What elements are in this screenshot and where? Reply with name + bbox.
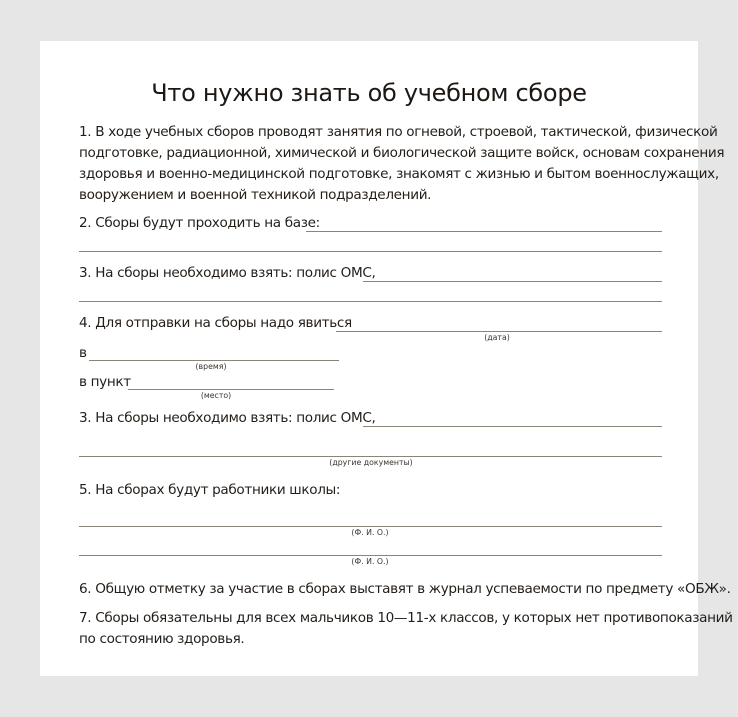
item-1-line: подготовке, радиационной, химической и биологической защите войск, основам сохранения [79, 145, 725, 161]
item-3-label: 3. На сборы необходимо взять: полис ОМС, [79, 265, 376, 281]
item-4-label: 4. Для отправки на сборы надо явиться [79, 315, 352, 331]
item-6-text: 6. Общую отметку за участие в сборах выставят в журнал успеваемости по предмету «ОБЖ». [79, 581, 731, 597]
place-prefix: в пункт [79, 374, 131, 390]
item-5-label: 5. На сборах будут работники школы: [79, 482, 341, 498]
other-documents-line-1[interactable] [363, 426, 662, 427]
form-page [40, 41, 733, 676]
base-field-line-1[interactable] [306, 231, 662, 232]
staff-name-line-2[interactable] [79, 555, 662, 556]
item-7-line: по состоянию здоровья. [79, 631, 245, 647]
time-field-line[interactable] [89, 360, 339, 361]
time-prefix: в [79, 345, 87, 361]
documents-field-line-2[interactable] [79, 301, 662, 302]
staff-name-line-1[interactable] [79, 526, 662, 527]
base-field-line-2[interactable] [79, 251, 662, 252]
date-field-line[interactable] [336, 331, 662, 332]
other-documents-caption: (другие документы) [329, 458, 413, 467]
item-3-repeat-label: 3. На сборы необходимо взять: полис ОМС, [79, 410, 376, 426]
other-documents-line-2[interactable] [79, 456, 662, 457]
staff-name-caption: (Ф. И. О.) [351, 557, 389, 566]
item-1-line: 1. В ходе учебных сборов проводят занятия по огневой, строевой, тактической, физической [79, 124, 718, 140]
item-1-line: вооружением и военной техникой подразделений. [79, 187, 432, 203]
place-field-line[interactable] [128, 389, 334, 390]
date-caption: (дата) [484, 333, 510, 342]
documents-field-line-1[interactable] [363, 281, 662, 282]
page-title: Что нужно знать об учебном сборе [151, 79, 587, 107]
time-caption: (время) [195, 362, 227, 371]
item-1-line: здоровья и военно-медицинской подготовке, знакомят с жизнью и бытом военнослужащих, [79, 166, 719, 182]
item-7-line: 7. Сборы обязательны для всех мальчиков 10—11-х классов, у которых нет противопоказаний [79, 610, 733, 626]
staff-name-caption: (Ф. И. О.) [351, 528, 389, 537]
place-caption: (место) [200, 391, 232, 400]
item-2-label: 2. Сборы будут проходить на базе: [79, 215, 320, 231]
